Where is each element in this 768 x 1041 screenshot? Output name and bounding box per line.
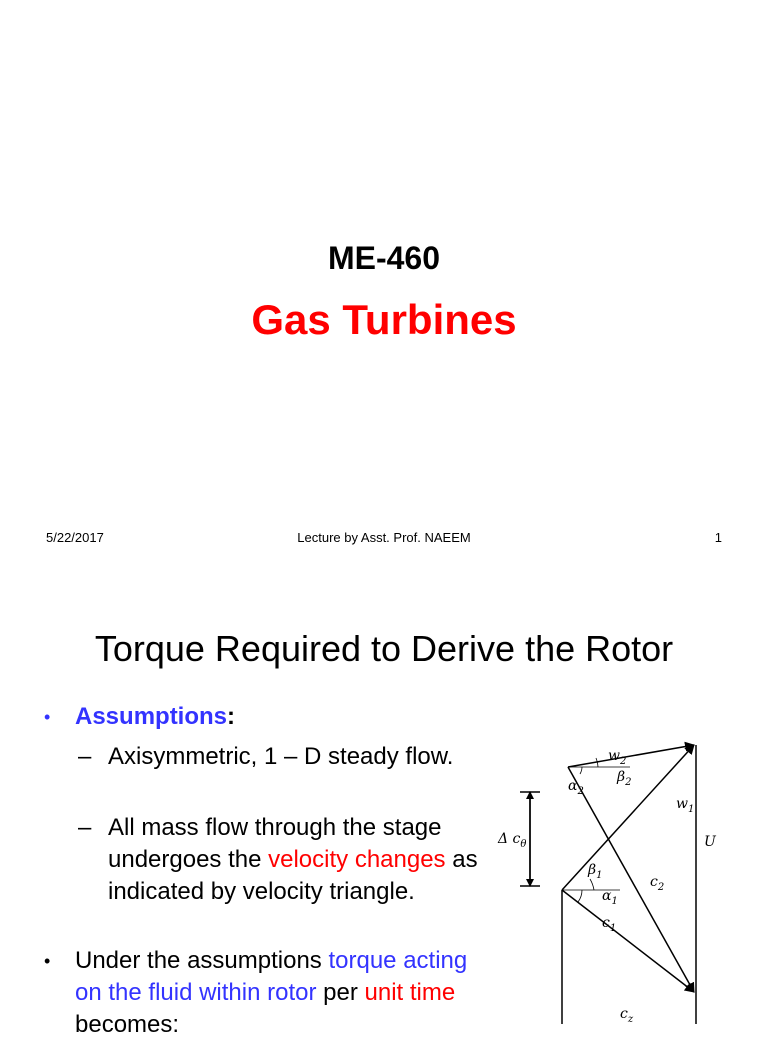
c2-label: $c_2$	[650, 874, 665, 893]
unit-time-highlight: unit time	[364, 979, 456, 1006]
text-post: as indicated by velocity triangle.	[108, 846, 478, 905]
text-mid: per	[316, 979, 365, 1006]
c1-vector	[562, 890, 694, 992]
alpha2-label: $\alpha_2$	[568, 778, 584, 797]
sub-bullet-dash: –	[78, 743, 92, 770]
delta-c-theta-label: Δ $c_\theta$	[498, 831, 527, 850]
bullet-dot: •	[44, 951, 51, 971]
beta1-label: $\beta_1$	[588, 862, 603, 881]
slide-title: Torque Required to Derive the Rotor	[94, 628, 674, 669]
cz-label: $c_z$	[620, 1006, 634, 1025]
assumptions-colon: :	[227, 703, 236, 730]
text-pre: Under the assumptions	[75, 947, 329, 974]
footer-page-number: 1	[714, 530, 722, 545]
velocity-changes-highlight: velocity changes	[268, 846, 446, 873]
content-slide	[0, 576, 768, 1038]
course-title: Gas Turbines	[251, 296, 517, 343]
alpha2-arc	[580, 767, 582, 774]
footer-lecturer: Lecture by Asst. Prof. NAEEM	[297, 530, 471, 545]
course-code: ME-460	[327, 240, 441, 276]
assumptions-label: Assumptions	[75, 703, 228, 730]
sub-bullet-axisymmetric	[78, 741, 498, 773]
beta2-label: $\beta_2$	[617, 769, 632, 788]
sub-bullet-mass-flow	[78, 812, 498, 908]
alpha1-arc	[578, 890, 582, 902]
c1-label: $c_1$	[602, 915, 617, 934]
text-pre: All mass flow through the stage undergoes the	[108, 814, 442, 873]
bullet-dot: •	[44, 707, 51, 727]
alpha1-label: $\alpha_1$	[602, 888, 618, 907]
sub-bullet-dash: –	[78, 814, 92, 841]
velocity-triangle-diagram	[490, 736, 740, 1024]
sub-bullet-text	[78, 812, 498, 908]
w2-vector	[568, 745, 694, 767]
bullet-assumptions	[75, 701, 235, 733]
u-label: U	[704, 834, 716, 850]
sub-bullet-text: Axisymmetric, 1 – D steady flow.	[108, 743, 454, 770]
torque-highlight: torque acting on the fluid within rotor	[75, 947, 468, 1006]
beta1-arc	[590, 879, 594, 890]
bullet-torque	[75, 945, 495, 1041]
w2-label: $w_2$	[608, 748, 627, 767]
text-post: becomes:	[75, 1011, 180, 1038]
w1-label: $w_1$	[676, 796, 695, 815]
footer-date: 5/22/2017	[46, 530, 104, 545]
